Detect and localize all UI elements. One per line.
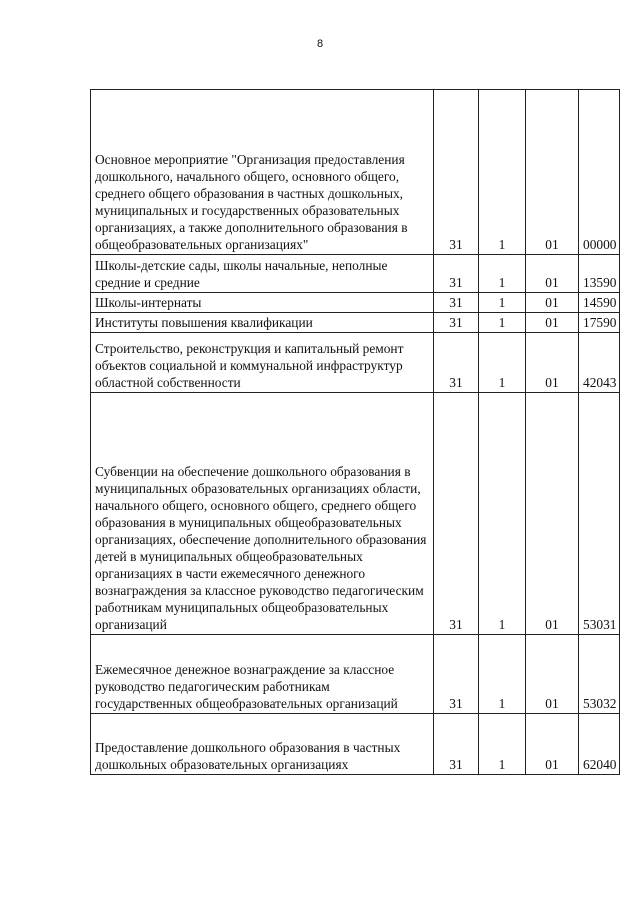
- code-event: 01: [526, 393, 579, 635]
- code-direction: 14590: [579, 293, 620, 313]
- row-name: Ежемесячное денежное вознаграждение за классное руководство педагогическим работникам государственных общеобразовательных организаций: [91, 635, 434, 714]
- row-name: Предоставление дошкольного образования в частных дошкольных образовательных организациях: [91, 714, 434, 775]
- row-name: Школы-интернаты: [91, 293, 434, 313]
- code-program: 31: [434, 293, 479, 313]
- code-subprogram: 1: [479, 255, 526, 293]
- code-program: 31: [434, 393, 479, 635]
- code-direction: 53031: [579, 393, 620, 635]
- code-program: 31: [434, 90, 479, 255]
- code-event: 01: [526, 333, 579, 393]
- code-direction: 42043: [579, 333, 620, 393]
- code-event: 01: [526, 255, 579, 293]
- table-row: [91, 255, 620, 293]
- code-event: 01: [526, 293, 579, 313]
- row-name: Школы-детские сады, школы начальные, неполные средние и средние: [91, 255, 434, 293]
- row-name: Строительство, реконструкция и капитальный ремонт объектов социальной и коммунальной инфраструктур областной собственности: [91, 333, 434, 393]
- table-row: [91, 635, 620, 714]
- code-subprogram: 1: [479, 714, 526, 775]
- table-row: [91, 313, 620, 333]
- page-number: 8: [316, 38, 324, 50]
- code-program: 31: [434, 313, 479, 333]
- row-name: Институты повышения квалификации: [91, 313, 434, 333]
- code-subprogram: 1: [479, 393, 526, 635]
- code-program: 31: [434, 333, 479, 393]
- code-direction: 13590: [579, 255, 620, 293]
- code-event: 01: [526, 714, 579, 775]
- code-direction: 53032: [579, 635, 620, 714]
- code-program: 31: [434, 255, 479, 293]
- code-subprogram: 1: [479, 333, 526, 393]
- table-row: [91, 714, 620, 775]
- row-name: Субвенции на обеспечение дошкольного образования в муниципальных образовательных организациях области, начального общего, основного общего, среднего общего образования в муниципальных общеобразовательных организациях, обеспечение дополнительного образования детей в муниципальных общеобразовательных организациях в части ежемесячного денежного вознаграждения за классное руководство педагогическим работникам муниципальных общеобразовательных организаций: [91, 393, 434, 635]
- code-subprogram: 1: [479, 313, 526, 333]
- table-row: [91, 393, 620, 635]
- table-row: [91, 333, 620, 393]
- code-direction: 00000: [579, 90, 620, 255]
- row-name: Основное мероприятие "Организация предоставления дошкольного, начального общего, основного общего, среднего общего образования в частных дошкольных, муниципальных и государственных образовательных организациях, а также дополнительного образования в общеобразовательных организациях": [91, 90, 434, 255]
- code-subprogram: 1: [479, 293, 526, 313]
- table-row: [91, 293, 620, 313]
- budget-classification-table: [90, 89, 620, 775]
- code-subprogram: 1: [479, 635, 526, 714]
- code-program: 31: [434, 714, 479, 775]
- code-program: 31: [434, 635, 479, 714]
- code-event: 01: [526, 635, 579, 714]
- code-subprogram: 1: [479, 90, 526, 255]
- code-event: 01: [526, 90, 579, 255]
- code-direction: 62040: [579, 714, 620, 775]
- code-event: 01: [526, 313, 579, 333]
- code-direction: 17590: [579, 313, 620, 333]
- table-row: [91, 90, 620, 255]
